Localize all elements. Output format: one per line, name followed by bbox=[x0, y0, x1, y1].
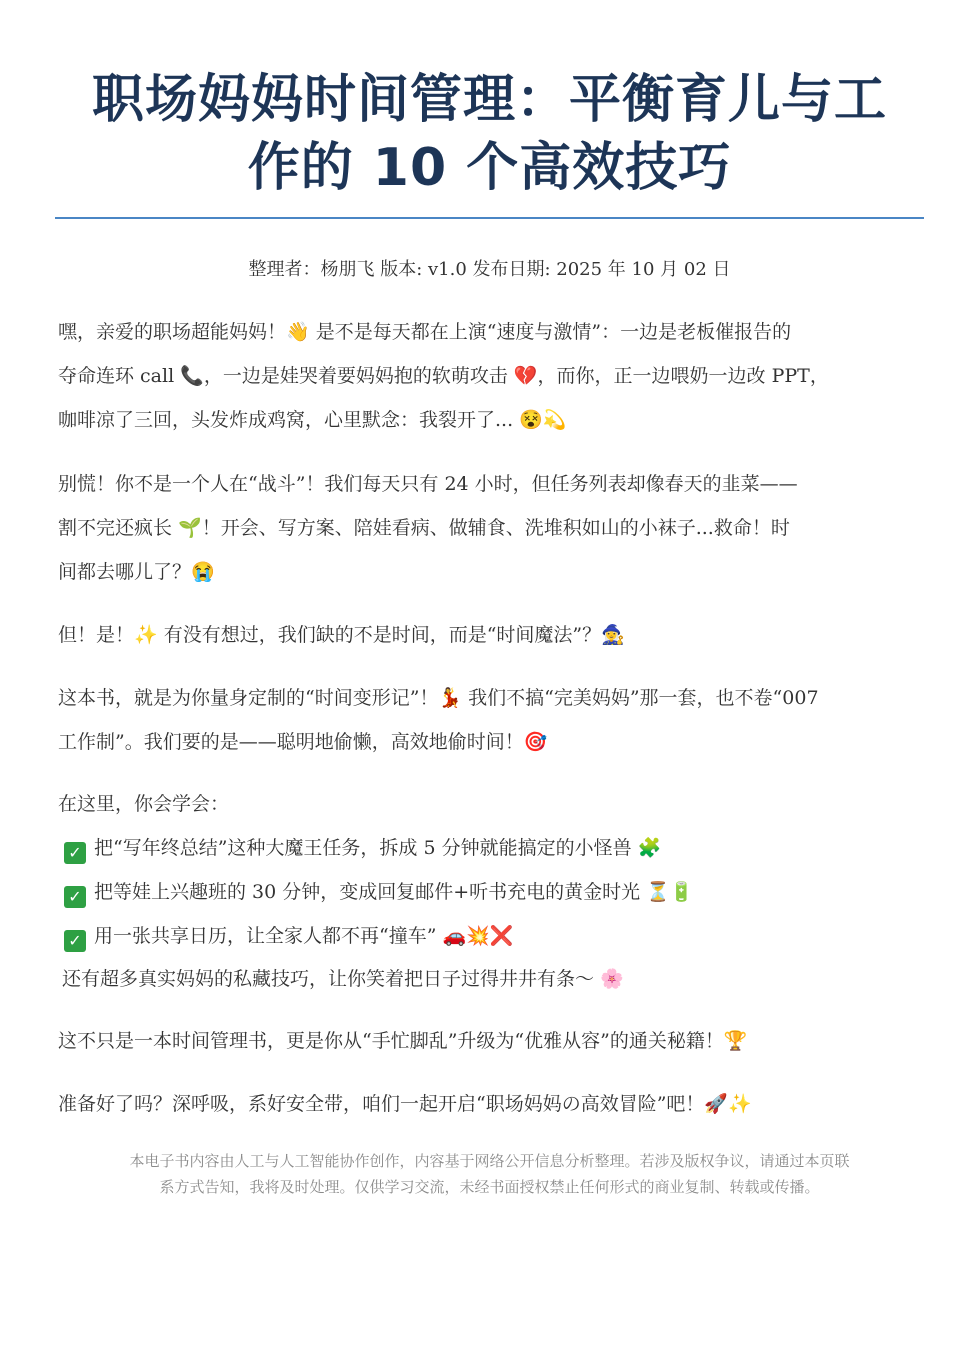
checklist-text: 用一张共享日历，让全家人都不再“撞车” 🚗💥❌ bbox=[94, 925, 514, 947]
paragraph-line: 工作制”。我们要的是——聪明地偷懒，高效地偷时间！🎯 bbox=[58, 731, 548, 753]
closing-paragraph bbox=[58, 1082, 930, 1126]
disclaimer-line: 本电子书内容由人工与人工智能协作创作，内容基于网络公开信息分析整理。若涉及版权争议，请通过本页联 bbox=[129, 1152, 850, 1170]
title-line-1: 职场妈妈时间管理：平衡育儿与工 bbox=[91, 70, 887, 130]
paragraph-line: 别慌！你不是一个人在“战斗”！我们每天只有 24 小时，但任务列表却像春天的韭菜—— bbox=[58, 473, 798, 495]
checklist-text: 把等娃上兴趣班的 30 分钟，变成回复邮件+听书充电的黄金时光 ⏳🔋 bbox=[94, 881, 694, 903]
checklist-item bbox=[64, 870, 694, 914]
paragraph-line: 间都去哪儿了？😭 bbox=[58, 561, 215, 583]
magic-paragraph bbox=[58, 613, 930, 657]
book-intro-paragraph bbox=[58, 676, 930, 764]
page-title bbox=[40, 66, 939, 202]
problem-paragraph bbox=[58, 462, 930, 594]
paragraph-line: 在这里，你会学会： bbox=[58, 793, 230, 815]
check-icon: ✓ bbox=[64, 842, 86, 864]
learn-heading bbox=[58, 782, 930, 826]
paragraph-line: 准备好了吗？深呼吸，系好安全带，咱们一起开启“职场妈妈の高效冒险”吧！🚀✨ bbox=[58, 1093, 752, 1115]
paragraph-line: 夺命连环 call 📞，一边是娃哭着要妈妈抱的软萌攻击 💔，而你，正一边喂奶一边改 PPT， bbox=[58, 365, 829, 387]
author-version-date: 整理者：杨朋飞 版本: v1.0 发布日期: 2025 年 10 月 02 日 bbox=[248, 259, 731, 280]
paragraph-line: 但！是！✨ 有没有想过，我们缺的不是时间，而是“时间魔法”？🧙‍♀️ bbox=[58, 624, 625, 646]
paragraph-line: 这本书，就是为你量身定制的“时间变形记”！💃 我们不搞“完美妈妈”那一套，也不卷“007 bbox=[58, 687, 819, 709]
paragraph-line: 这不只是一本时间管理书，更是你从“手忙脚乱”升级为“优雅从容”的通关秘籍！🏆 bbox=[58, 1030, 748, 1052]
checklist-text: 把“写年终总结”这种大魔王任务，拆成 5 分钟就能搞定的小怪兽 🧩 bbox=[94, 837, 662, 859]
extra-tips-line: 还有超多真实妈妈的私藏技巧，让你笑着把日子过得井井有条～ 🌸 bbox=[62, 968, 624, 990]
title-line-2: 作的 10 个高效技巧 bbox=[247, 138, 732, 198]
copyright-disclaimer bbox=[55, 1148, 924, 1200]
intro-paragraph bbox=[58, 310, 930, 442]
paragraph-line: 割不完还疯长 🌱！开会、写方案、陪娃看病、做辅食、洗堆积如山的小袜子...救命！时 bbox=[58, 517, 790, 539]
summary-paragraph bbox=[58, 1019, 930, 1063]
checklist-item bbox=[64, 914, 513, 958]
check-icon: ✓ bbox=[64, 886, 86, 908]
paragraph-line: 咖啡凉了三回，头发炸成鸡窝，心里默念：我裂开了... 😵💫 bbox=[58, 409, 567, 431]
checklist-item bbox=[64, 826, 661, 870]
title-divider bbox=[55, 217, 924, 219]
check-icon: ✓ bbox=[64, 930, 86, 952]
paragraph-line: 嘿，亲爱的职场超能妈妈！👋 是不是每天都在上演“速度与激情”：一边是老板催报告的 bbox=[58, 321, 792, 343]
disclaimer-line: 系方式告知，我将及时处理。仅供学习交流，未经书面授权禁止任何形式的商业复制、转载或传播。 bbox=[159, 1178, 820, 1196]
